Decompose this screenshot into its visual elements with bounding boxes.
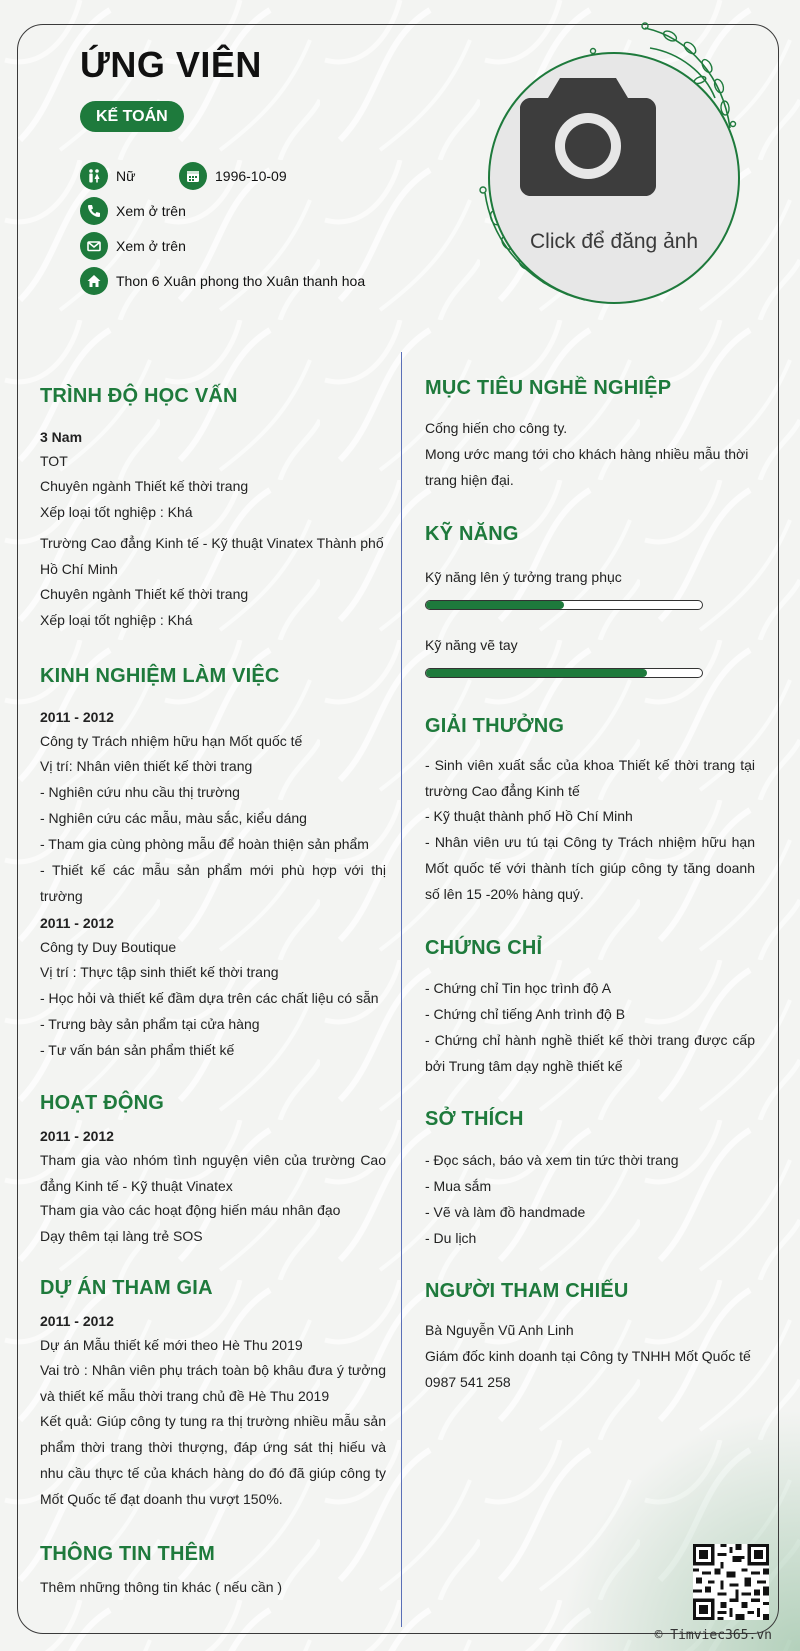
education-grade: Xếp loại tốt nghiệp : Khá xyxy=(40,612,193,628)
skill-name: Kỹ năng vẽ tay xyxy=(425,637,518,653)
calendar-icon xyxy=(179,162,207,190)
activity-item: Tham gia vào các hoạt động hiến máu nhân đạo xyxy=(40,1202,341,1218)
gender-row xyxy=(80,162,135,190)
experience-task: - Nghiên cứu nhu cầu thị trường xyxy=(40,784,240,800)
objective-title: MỤC TIÊU NGHỀ NGHIỆP xyxy=(425,377,672,399)
projects-title: DỰ ÁN THAM GIA xyxy=(40,1277,213,1299)
experience-company: Công ty Duy Boutique xyxy=(40,939,177,955)
reference-phone: 0987 541 258 xyxy=(425,1374,511,1390)
email-icon xyxy=(80,232,108,260)
project-period: 2011 - 2012 xyxy=(40,1313,114,1329)
job-title-badge: KẾ TOÁN xyxy=(80,101,184,132)
email-value: Xem ở trên xyxy=(116,238,186,254)
address-value: Thon 6 Xuân phong tho Xuân thanh hoa xyxy=(116,273,366,289)
phone-icon xyxy=(80,197,108,225)
photo-upload-label[interactable]: Click để đăng ảnh xyxy=(530,230,699,253)
hobby-item: - Đọc sách, báo và xem tin tức thời trang xyxy=(425,1152,679,1168)
skill-bar xyxy=(425,600,703,610)
hobby-item: - Mua sắm xyxy=(425,1178,492,1194)
education-title: TRÌNH ĐỘ HỌC VẤN xyxy=(40,385,238,407)
project-name: Dự án Mẫu thiết kế mới theo Hè Thu 2019 xyxy=(40,1337,303,1353)
hobby-item: - Vẽ và làm đồ handmade xyxy=(425,1204,586,1220)
education-major: Chuyên ngành Thiết kế thời trang xyxy=(40,478,249,494)
experience-task: - Tư vấn bán sản phẩm thiết kế xyxy=(40,1042,235,1058)
objective-line: Cống hiến cho công ty. xyxy=(425,420,568,436)
education-period: 3 Nam xyxy=(40,429,83,445)
footer-brand: © Timviec365.vn xyxy=(654,1628,772,1643)
experience-task: - Trưng bày sản phẩm tại cửa hàng xyxy=(40,1016,260,1032)
home-icon xyxy=(80,267,108,295)
hobbies-title: SỞ THÍCH xyxy=(425,1108,524,1130)
reference-name: Bà Nguyễn Vũ Anh Linh xyxy=(425,1322,574,1338)
experience-company: Công ty Trách nhiệm hữu hạn Mốt quốc tế xyxy=(40,733,303,749)
award-item: - Kỹ thuật thành phố Hồ Chí Minh xyxy=(425,808,633,824)
skills-title: KỸ NĂNG xyxy=(425,523,519,545)
experience-period: 2011 - 2012 xyxy=(40,915,114,931)
qr-code[interactable] xyxy=(693,1544,769,1620)
activity-item: Tham gia vào nhóm tình nguyện viên của trường Cao đẳng Kinh tế - Kỹ thuật Vinatex xyxy=(40,1152,386,1194)
birthdate-row xyxy=(179,162,287,190)
activities-period: 2011 - 2012 xyxy=(40,1128,114,1144)
awards-title: GIẢI THƯỞNG xyxy=(425,715,565,737)
phone-row xyxy=(80,197,186,225)
skill-bar xyxy=(425,668,703,678)
references-title: NGƯỜI THAM CHIẾU xyxy=(425,1280,629,1302)
experience-task: - Nghiên cứu các mẫu, màu sắc, kiểu dáng xyxy=(40,810,307,826)
experience-period: 2011 - 2012 xyxy=(40,709,114,725)
project-role: Vai trò : Nhân viên phụ trách toàn bộ khâu đưa ý tưởng và thiết kế mẫu thời trang chủ đề Hè Thu 2019 xyxy=(40,1362,386,1404)
award-item: - Sinh viên xuất sắc của khoa Thiết kế thời trang tại trường Cao đẳng Kinh tế xyxy=(425,757,755,799)
experience-task: - Tham gia cùng phòng mẫu để hoàn thiện sản phẩm xyxy=(40,836,369,852)
phone-value: Xem ở trên xyxy=(116,203,186,219)
education-grade: Xếp loại tốt nghiệp : Khá xyxy=(40,504,193,520)
gender-value: Nữ xyxy=(116,168,136,184)
gender-icon xyxy=(80,162,108,190)
activity-item: Dạy thêm tại làng trẻ SOS xyxy=(40,1228,203,1244)
email-row xyxy=(80,232,186,260)
camera-icon[interactable] xyxy=(520,78,656,196)
additional-text: Thêm những thông tin khác ( nếu cần ) xyxy=(40,1579,283,1595)
skill-name: Kỹ năng lên ý tưởng trang phục xyxy=(425,569,622,585)
experience-task: - Thiết kế các mẫu sản phẩm mới phù hợp với thị trường xyxy=(40,862,386,904)
additional-title: THÔNG TIN THÊM xyxy=(40,1543,216,1565)
activities-title: HOẠT ĐỘNG xyxy=(40,1092,165,1114)
candidate-name: ỨNG VIÊN xyxy=(80,44,262,85)
birthdate-value: 1996-10-09 xyxy=(215,168,287,184)
photo-upload[interactable] xyxy=(475,18,755,308)
column-divider xyxy=(401,352,402,1627)
experience-position: Vị trí : Thực tập sinh thiết kế thời trang xyxy=(40,964,279,980)
objective-line: Mong ước mang tới cho khách hàng nhiều mẫu thời trang hiện đại. xyxy=(425,446,749,488)
experience-task: - Học hỏi và thiết kế đầm dựa trên các chất liệu có sẵn xyxy=(40,990,379,1006)
education-major: Chuyên ngành Thiết kế thời trang xyxy=(40,586,249,602)
project-result: Kết quả: Giúp công ty tung ra thị trường nhiều mẫu sản phẩm thời trang thời thượng, đáp ứng sát thị hiếu và nhu cầu thực tế của khách hàng do đó đã giúp công ty Mốt Quốc tế đạt doanh thu vượt 150%. xyxy=(40,1413,386,1507)
award-item: - Nhân viên ưu tú tại Công ty Trách nhiệm hữu hạn Mốt quốc tế với thành tích giúp công ty tăng doanh số lên 15 -20% hàng quý. xyxy=(425,834,755,902)
experience-position: Vị trí: Nhân viên thiết kế thời trang xyxy=(40,758,253,774)
certificate-item: - Chứng chỉ hành nghề thiết kế thời trang được cấp bởi Trung tâm dạy nghề thiết kế xyxy=(425,1032,755,1074)
education-school: Trường Cao đẳng Kinh tế - Kỹ thuật Vinatex Thành phố Hồ Chí Minh xyxy=(40,535,384,577)
experience-title: KINH NGHIỆM LÀM VIỆC xyxy=(40,665,280,687)
skill-bar-fill xyxy=(426,601,564,609)
certificate-item: - Chứng chỉ tiếng Anh trình độ B xyxy=(425,1006,626,1022)
skill-bar-fill xyxy=(426,669,647,677)
education-school: TOT xyxy=(40,453,68,469)
hobby-item: - Du lịch xyxy=(425,1230,477,1246)
certificate-item: - Chứng chỉ Tin học trình độ A xyxy=(425,980,612,996)
reference-position: Giám đốc kinh doanh tại Công ty TNHH Mốt Quốc tế xyxy=(425,1348,751,1364)
address-row xyxy=(80,267,365,295)
certificates-title: CHỨNG CHỈ xyxy=(425,937,543,959)
